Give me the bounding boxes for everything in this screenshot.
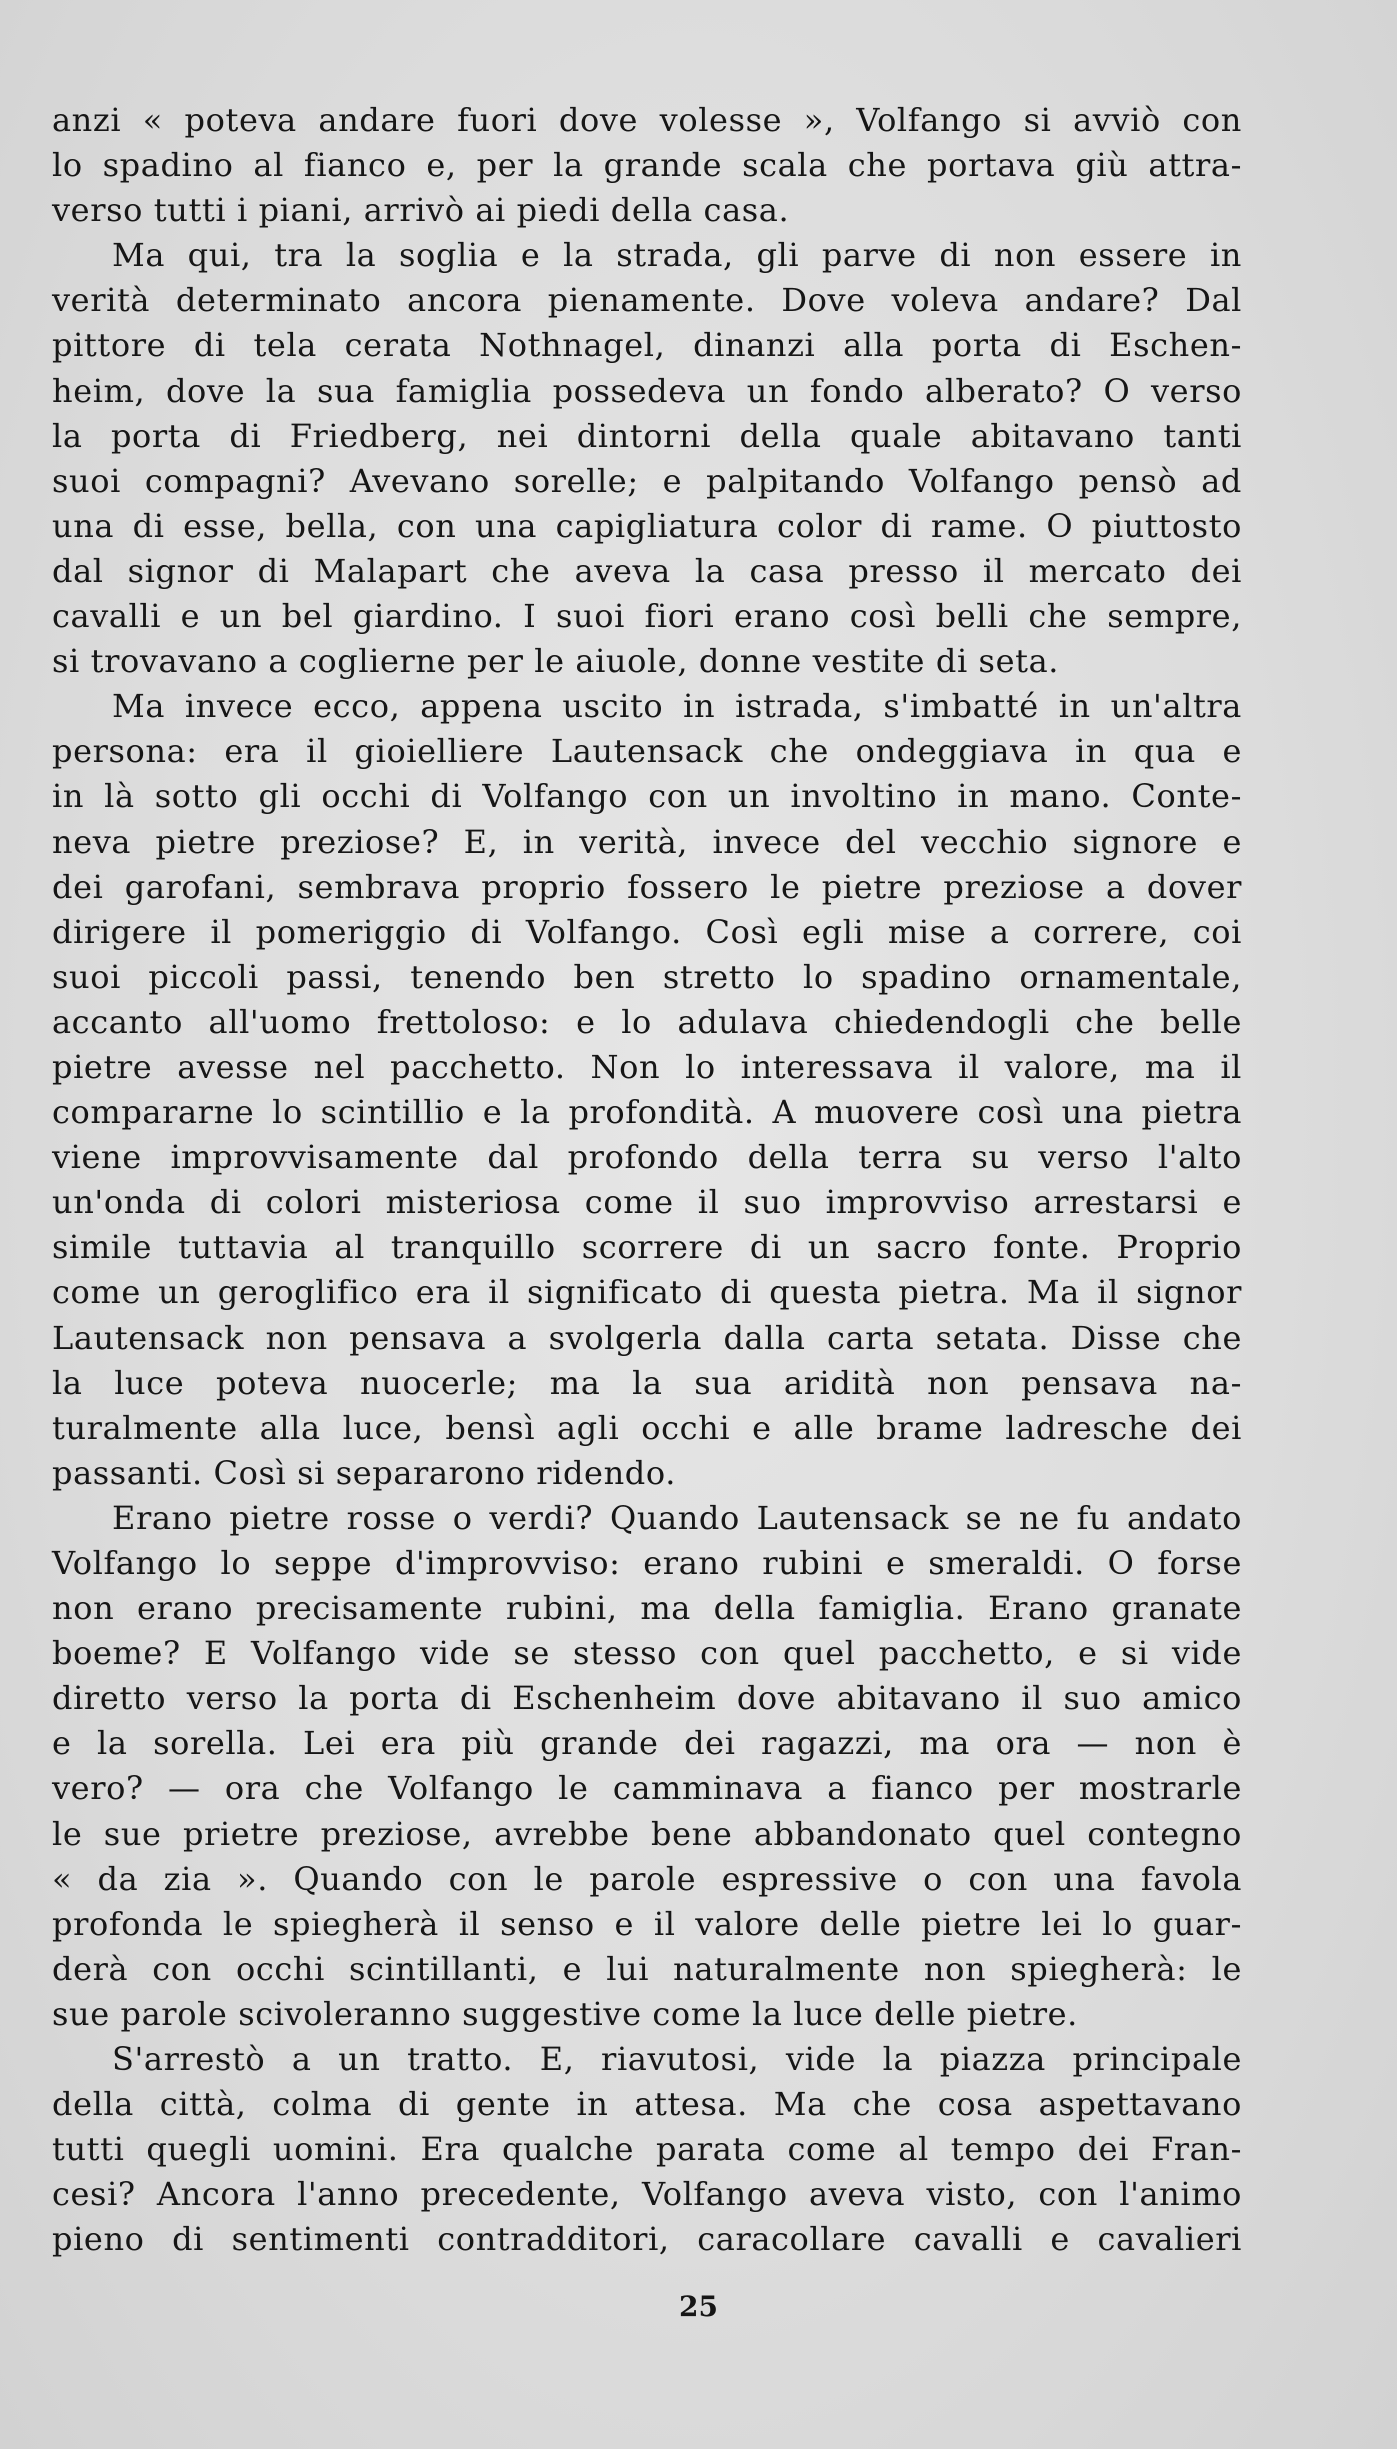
text-line: simile tuttavia al tranquillo scorrere di un sacro fonte. Proprio bbox=[52, 1228, 1242, 1267]
text-line: pittore di tela cerata Nothnagel, dinanzi alla porta di Eschen- bbox=[52, 326, 1242, 365]
text-line: verso tutti i piani, arrivò ai piedi della casa. bbox=[52, 191, 790, 230]
text-line: profonda le spiegherà il senso e il valore delle pietre lei lo guar- bbox=[52, 1904, 1242, 1943]
text-line: passanti. Così si separarono ridendo. bbox=[52, 1453, 676, 1492]
page-number: 25 bbox=[679, 2290, 718, 2323]
paragraph bbox=[52, 2037, 1242, 2262]
text-line: vero? — ora che Volfango le camminava a fianco per mostrarle bbox=[52, 1769, 1242, 1808]
text-line: Volfango lo seppe d'improvviso: erano rubini e smeraldi. O forse bbox=[52, 1544, 1242, 1582]
text-line: tutti quegli uomini. Era qualche parata come al tempo dei Fran- bbox=[52, 2130, 1242, 2169]
text-line: Ma invece ecco, appena uscito in istrada, s'imbatté in un'altra bbox=[112, 687, 1242, 726]
text-line: la luce poteva nuocerle; ma la sua aridità non pensava na- bbox=[52, 1363, 1242, 1402]
text-line: heim, dove la sua famiglia possedeva un fondo alberato? O verso bbox=[52, 371, 1242, 410]
text-line: un'onda di colori misteriosa come il suo improvviso arrestarsi e bbox=[52, 1183, 1242, 1222]
body-text bbox=[52, 98, 1242, 2263]
text-line: suoi piccoli passi, tenendo ben stretto lo spadino ornamentale, bbox=[52, 957, 1242, 996]
text-line: la porta di Friedberg, nei dintorni della quale abitavano tanti bbox=[52, 416, 1242, 455]
text-line: dei garofani, sembrava proprio fossero le pietre preziose a dover bbox=[52, 867, 1242, 906]
text-line: dirigere il pomeriggio di Volfango. Così egli mise a correre, coi bbox=[52, 912, 1242, 951]
paragraph bbox=[52, 684, 1242, 1496]
text-line: dal signor di Malapart che aveva la casa presso il mercato dei bbox=[52, 551, 1242, 590]
text-line: lo spadino al fianco e, per la grande scala che portava giù attra- bbox=[52, 146, 1242, 185]
text-line: persona: era il gioielliere Lautensack che ondeggiava in qua e bbox=[52, 732, 1242, 771]
text-line: anzi « poteva andare fuori dove volesse », Volfango si avviò con bbox=[52, 101, 1242, 139]
text-line: e la sorella. Lei era più grande dei ragazzi, ma ora — non è bbox=[52, 1724, 1242, 1763]
text-line: viene improvvisamente dal profondo della terra su verso l'alto bbox=[52, 1138, 1242, 1177]
text-line: « da zia ». Quando con le parole espressive o con una favola bbox=[52, 1859, 1242, 1898]
text-line: Lautensack non pensava a svolgerla dalla carta setata. Disse che bbox=[52, 1318, 1242, 1357]
text-line: Ma qui, tra la soglia e la strada, gli parve di non essere in bbox=[112, 236, 1242, 275]
text-line: accanto all'uomo frettoloso: e lo adulava chiedendogli che belle bbox=[52, 1002, 1242, 1041]
text-line: in là sotto gli occhi di Volfango con un involtino in mano. Conte- bbox=[52, 777, 1242, 816]
text-line: si trovavano a coglierne per le aiuole, donne vestite di seta. bbox=[52, 642, 1060, 681]
text-line: derà con occhi scintillanti, e lui naturalmente non spiegherà: le bbox=[52, 1949, 1242, 1988]
text-line: suoi compagni? Avevano sorelle; e palpitando Volfango pensò ad bbox=[52, 461, 1242, 500]
text-line: neva pietre preziose? E, in verità, invece del vecchio signore e bbox=[52, 822, 1242, 861]
text-line: pieno di sentimenti contradditori, caracollare cavalli e cavalieri bbox=[52, 2220, 1242, 2259]
text-line: turalmente alla luce, bensì agli occhi e alle brame ladresche dei bbox=[52, 1408, 1242, 1447]
text-line: cesi? Ancora l'anno precedente, Volfango aveva visto, con l'animo bbox=[52, 2175, 1242, 2214]
text-line: della città, colma di gente in attesa. Ma che cosa aspettavano bbox=[52, 2085, 1242, 2124]
text-line: cavalli e un bel giardino. I suoi fiori erano così belli che sempre, bbox=[52, 597, 1242, 636]
text-line: pietre avesse nel pacchetto. Non lo interessava il valore, ma il bbox=[52, 1047, 1242, 1086]
text-line: compararne lo scintillio e la profondità. A muovere così una pietra bbox=[52, 1093, 1242, 1132]
text-line: non erano precisamente rubini, ma della famiglia. Erano granate bbox=[52, 1589, 1242, 1628]
text-line: Erano pietre rosse o verdi? Quando Lautensack se ne fu andato bbox=[112, 1498, 1242, 1537]
text-line: sue parole scivoleranno suggestive come la luce delle pietre. bbox=[52, 1994, 1078, 2033]
text-line: S'arrestò a un tratto. E, riavutosi, vide la piazza principale bbox=[112, 2040, 1242, 2079]
text-line: diretto verso la porta di Eschenheim dove abitavano il suo amico bbox=[52, 1679, 1242, 1718]
text-line: una di esse, bella, con una capigliatura color di rame. O piuttosto bbox=[52, 506, 1242, 545]
paragraph bbox=[52, 98, 1242, 233]
paragraph bbox=[52, 233, 1242, 684]
text-line: boeme? E Volfango vide se stesso con quel pacchetto, e si vide bbox=[52, 1634, 1242, 1673]
text-line: come un geroglifico era il significato di questa pietra. Ma il signor bbox=[52, 1273, 1242, 1312]
text-line: le sue prietre preziose, avrebbe bene abbandonato quel contegno bbox=[52, 1814, 1242, 1853]
text-line: verità determinato ancora pienamente. Dove voleva andare? Dal bbox=[52, 281, 1242, 320]
paragraph bbox=[52, 1496, 1242, 2037]
